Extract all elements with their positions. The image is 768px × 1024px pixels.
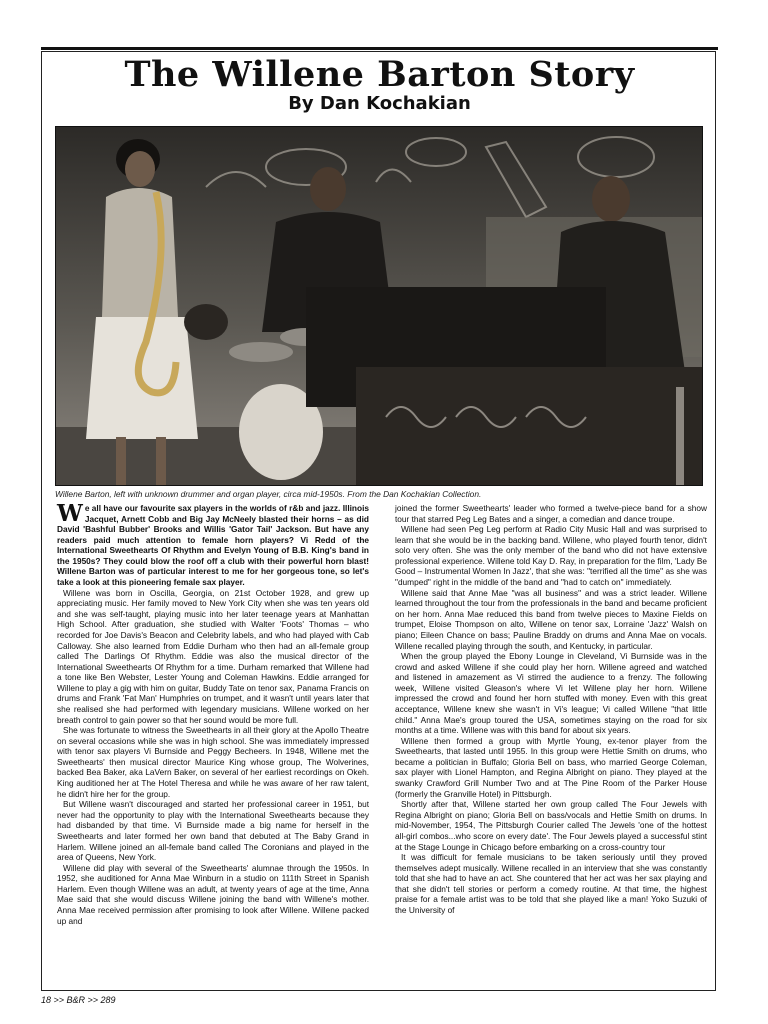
photo-caption: Willene Barton, left with unknown drummer and organ player, circa mid-1950s. From the Dan Kochakian Collection. bbox=[55, 489, 482, 499]
body-paragraph: Shortly after that, Willene started her own group called The Four Jewels with Regina Albright on piano; Gloria Bell on bass/vocals and Hettie Smith on drums. In mid-November, 1954, The Pittsburgh Courier called The Jewels 'one of the hottest all-girl combos...who score on every date'. The Four Jewels played a successful stint at the Stage Lounge in Chicago before embarking on a cross-country tour bbox=[395, 799, 707, 852]
drop-cap: W bbox=[57, 500, 83, 527]
article-title: The Willene Barton Story bbox=[124, 54, 635, 95]
body-paragraph: Willene said that Anne Mae "was all business" and was a strict leader. Willene learned throughout the tour from the professionals in the band and became proficient on her horn. Anna Mae reduced this band from twelve pieces to Maxine Fields on trumpet, Eloise Thompson on alto, Willene on tenor sax, Lorraine 'Jazz' Walsh on piano; Eileen Chance on bass; Pauline Braddy on drums and Anna Mae on vocals. Willene recalled playing through the south, and Kentucky, in particular. bbox=[395, 587, 707, 651]
article-column-right bbox=[395, 503, 707, 916]
body-paragraph: Willene had seen Peg Leg perform at Radio City Music Hall and was surprised to learn that she would be in the backing band. Willene, who played fourth tenor, didn't solo very often. She was the only member of the band who did not have extensive professional experience. Willene told Kay D. Ray, in preparation for the film, 'Lady Be Good – Instrumental Women In Jazz', that she was: "terrified all the time" as she was "dumped" right in the middle of the band and "had to catch on" immediately. bbox=[395, 524, 707, 588]
photo-image bbox=[55, 126, 703, 486]
lead-text: e all have our favourite sax players in the worlds of r&b and jazz. Illinois Jacquet, Arnett Cobb and Big Jay McNeely blasted their horns – as did David 'Bashful Bubber' Brooks and Willis 'Gator Tail' Jackson. But have any readers paid much attention to female horn players? Vi Redd of the International Sweethearts Of Rhythm and Evelyn Young of B.B. King's band in the 1950s? They could blow the roof off a club with their powerful horn blast! Willene Barton was of particular interest to me for her gorgeous tone, so let's take a look at this pioneering female sax player. bbox=[57, 503, 369, 588]
body-paragraph: joined the former Sweethearts' leader who formed a twelve-piece band for a show tour that starred Peg Leg Bates and a singer, a comedian and dance troupe. bbox=[395, 503, 707, 524]
photo-illustration bbox=[56, 127, 702, 485]
body-paragraph: When the group played the Ebony Lounge in Cleveland, Vi Burnside was in the crowd and asked Willene if she could play her horn. Willene agreed and watched and listened in amazement as Vi stirred the audience to a frenzy. The following week, Willene visited Gleason's where Vi let Willene play her horn. Willene impressed the crowd and found her horn stuffed with money. Even with this great acceptance, Willene knew she wasn't in Vi's league; Vi called Willene "that little child." Anna Mae's group toured the USA, sometimes staying on the road for six months at a time. Willene was with this band for about six years. bbox=[395, 651, 707, 736]
article-byline: By Dan Kochakian bbox=[288, 93, 471, 114]
top-rule bbox=[41, 47, 718, 50]
lead-paragraph bbox=[57, 500, 369, 588]
body-paragraph: Willene then formed a group with Myrtle Young, ex-tenor player from the Sweethearts, that lasted until 1955. In this group were Hettie Smith on drums, who became a politician in Buffalo; Gloria Bell on bass, who married George Coleman, sax player with Lionel Hampton, and Regina Albright on piano. They played at the swanky Crawford Grill Number Two and at The Pine Room of the Parker House (formerly the Granville Hotel) in Pittsburgh. bbox=[395, 735, 707, 799]
body-paragraph: She was fortunate to witness the Sweethearts in all their glory at the Apollo Theatre on several occasions while she was in high school. She was immediately impressed with tenor sax players Vi Burnside and Peggy Becheers. In 1948, Willene met the Sweethearts' then musical director Maurice King whose group, The Wolverines, backed Bea Baker, aka LaVern Baker, on several of her earliest recordings on Okeh. King auditioned her at The Hotel Theresa and while he was aware of her raw talent, he didn't hire her for the group. bbox=[57, 725, 369, 799]
body-paragraph: Willene did play with several of the Sweethearts' alumnae through the 1950s. In 1952, she auditioned for Anna Mae Winburn in a studio on 111th Street in Spanish Harlem. Even though Willene was an adult, at twenty years of age at the time, Anna Mae said that she would discuss Willene joining the band with Willene's mother. Anna Mae received permission after promising to look after Willene. Willene packed up and bbox=[57, 862, 369, 926]
body-paragraph: Willene was born in Oscilla, Georgia, on 21st October 1928, and grew up appreciating music. Her family moved to New York City when she was ten years old and she was self-taught, playing music into her later teenage years at Manhattan High School. After graduation, she studied with Walter 'Foots' Thomas – who recorded for Joe Davis's Beacon and Celebrity labels, and who had played with Cab Calloway. She also learned from Eddie Durham who then had an all-female group called The Darlings Of Rhythm. Eddie was also the musical director of the International Sweethearts Of Rhythm for a time. Durham remarked that Willene had a tone like Ben Webster, Lester Young and Coleman Hawkins. Eddie arranged for Willene to play a gig with him on guitar, Buddy Tate on tenor sax, Panama Francis on drums and Frank 'Fat Man' Humphries on trumpet, and it wasn't until years later that she realised she had performed with legendary musicians. Willene worked on her breath control to gain power so that her sound would be more full. bbox=[57, 587, 369, 725]
body-paragraph: It was difficult for female musicians to be taken seriously until they proved themselves adept musically. Willene recalled in an interview that she was constantly told that she had to have an act. She countered that her act was her sax playing and that she didn't tell stories or perform a comedy routine. At that time, the highest praise for a female artist was to be told that she played like a man! Yoko Suzuki of the University of bbox=[395, 852, 707, 915]
body-paragraph: But Willene wasn't discouraged and started her professional career in 1951, but never had the opportunity to play with the International Sweethearts because they had disbanded by that time. Vi Burnside made a big name for herself in the Sweethearts and later formed her own band that debuted at The Baby Grand in Harlem. Willene joined an all-female band called The Coronians and played in the area of Queens, New York. bbox=[57, 799, 369, 863]
page-footer: 18 >> B&R >> 289 bbox=[41, 995, 116, 1005]
article-column-left bbox=[57, 500, 369, 926]
